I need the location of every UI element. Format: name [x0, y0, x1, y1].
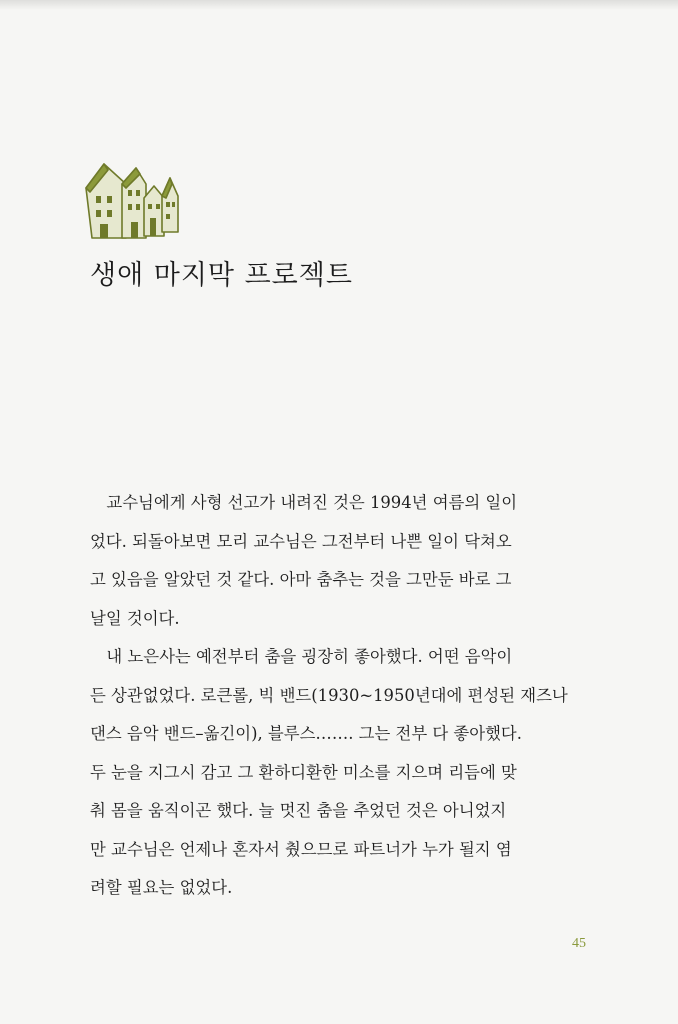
- body-line: 내 노은사는 예전부터 춤을 굉장히 좋아했다. 어떤 음악이: [90, 647, 513, 666]
- body-line: 두 눈을 지그시 감고 그 환하디환한 미소를 지으며 리듬에 맞: [90, 762, 517, 782]
- body-line: 었다. 되돌아보면 모리 교수님은 그전부터 나쁜 일이 닥쳐오: [90, 531, 512, 551]
- body-line: 교수님에게 사형 선고가 내려진 것은 1994년 여름의 일이: [90, 493, 518, 512]
- body-text: [90, 484, 590, 908]
- body-line: 날일 것이다.: [90, 608, 180, 628]
- body-line: 만 교수님은 언제나 혼자서 췄으므로 파트너가 누가 될지 염: [90, 839, 512, 859]
- body-line: 고 있음을 알았던 것 같다. 아마 춤추는 것을 그만둔 바로 그: [90, 570, 512, 589]
- chapter-title: 생애 마지막 프로젝트: [90, 260, 353, 291]
- body-line: 댄스 음악 밴드–옮긴이), 블루스……. 그는 전부 다 좋아했다.: [90, 724, 522, 743]
- body-line: 려할 필요는 없었다.: [90, 878, 233, 897]
- houses-illustration-icon: [82, 158, 182, 242]
- page-number: 45: [572, 936, 586, 951]
- page-top-shadow: [0, 0, 678, 10]
- body-line: 춰 몸을 움직이곤 했다. 늘 멋진 춤을 추었던 것은 아니었지: [90, 801, 507, 820]
- body-line: 든 상관없었다. 로큰롤, 빅 밴드(1930~1950년대에 편성된 재즈나: [90, 685, 568, 705]
